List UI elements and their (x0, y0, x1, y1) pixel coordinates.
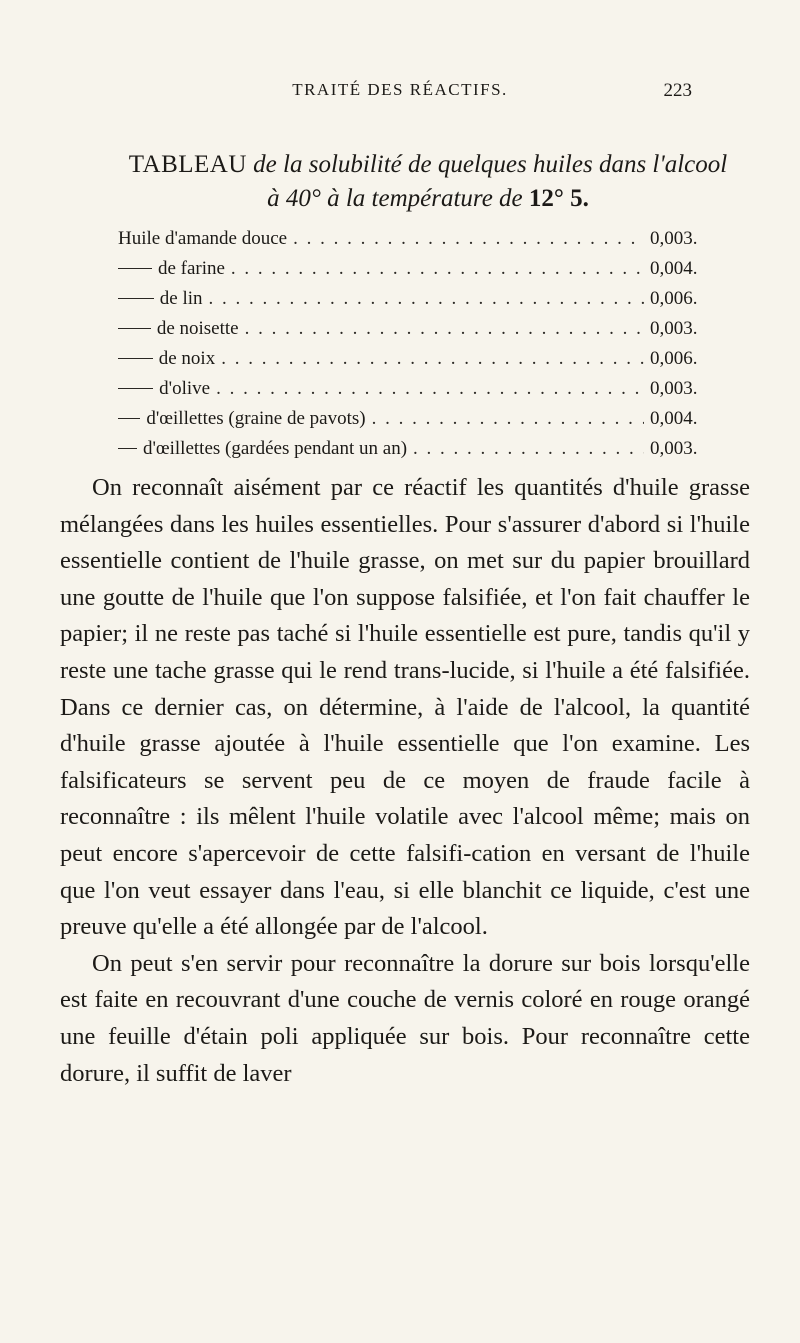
oil-name: d'œillettes (gardées pendant un an) (142, 438, 408, 459)
running-head (60, 80, 740, 104)
table-title (98, 148, 758, 216)
oil-name: d'œillettes (graine de pavots) (146, 408, 366, 429)
dot-leader (413, 438, 644, 460)
table-row (118, 408, 726, 438)
paragraph: On reconnaît aisément par ce réactif les quantités d'huile grasse mélangées dans les huiles essentielles. Pour s'assurer d'abord si l'huile essentielle contient de l'huile grasse, on met sur du papier brouillard une goutte de l'huile que l'on suppose falsifiée, et l'on fait chauffer le papier; il ne reste pas taché si l'huile essentielle est pure, tandis qu'il y reste une tache grasse qui le rend trans-lucide, si l'huile a été falsifiée. Dans ce dernier cas, on détermine, à l'aide de l'alcool, la quantité d'huile grasse ajoutée à l'huile essentielle que l'on examine. Les falsificateurs se servent peu de ce moyen de fraude facile à reconnaître : ils mêlent l'huile volatile avec l'alcool même; mais on peut encore s'apercevoir de cette falsifi-cation en versant de l'huile que l'on veut essayer dans l'eau, si elle blanchit ce liquide, c'est une preuve qu'elle a été allongée par de l'alcool. (60, 474, 750, 941)
solubility-value: 0,003. (650, 438, 698, 459)
ditto-dash (118, 448, 137, 449)
ditto-dash (118, 298, 154, 299)
solubility-value: 0,006. (650, 348, 698, 369)
table-title-caps: TABLEAU (128, 151, 247, 178)
solubility-value: 0,004. (650, 258, 698, 279)
solubility-value: 0,003. (650, 318, 698, 339)
oil-name: de lin (159, 288, 203, 309)
table-title-line2-prefix: à 40° (267, 185, 321, 212)
table-row (118, 438, 726, 468)
ditto-dash (118, 418, 140, 419)
oil-name: de farine (157, 258, 225, 279)
body-text (60, 470, 750, 1092)
table-row (118, 288, 726, 318)
dot-leader (231, 258, 644, 280)
dot-leader (216, 378, 644, 400)
table-row (118, 348, 726, 378)
solubility-table (118, 228, 726, 468)
oil-name: Huile d'amande douce (118, 228, 288, 249)
table-row (118, 258, 726, 288)
ditto-dash (118, 358, 153, 359)
page-number: 223 (663, 80, 692, 101)
ditto-dash (118, 388, 153, 389)
solubility-value: 0,004. (650, 408, 698, 429)
table-row (118, 378, 726, 408)
dot-leader (245, 318, 644, 340)
ditto-dash (118, 328, 151, 329)
solubility-value: 0,006. (650, 288, 698, 309)
oil-name: d'olive (159, 378, 211, 399)
ditto-dash (118, 268, 152, 269)
table-title-line2-middle: à la température de (320, 185, 529, 212)
dot-leader (221, 348, 644, 370)
table-title-rest: de la solubilité de quelques huiles dans l'alcool (246, 151, 728, 178)
table-title-temperature: 12° 5. (528, 185, 589, 212)
dot-leader (209, 288, 644, 310)
running-title: TRAITÉ DES RÉACTIFS. (292, 80, 508, 99)
dot-leader (372, 408, 644, 430)
table-row (118, 318, 726, 348)
paragraph: On peut s'en servir pour reconnaître la dorure sur bois lorsqu'elle est faite en recouvrant d'une couche de vernis coloré en rouge orangé une feuille d'étain poli appliquée sur bois. Pour reconnaître cette dorure, il suffit de laver (60, 949, 750, 1087)
solubility-value: 0,003. (650, 378, 698, 399)
solubility-value: 0,003. (650, 228, 698, 249)
oil-name: de noisette (156, 318, 239, 339)
dot-leader (293, 228, 644, 250)
oil-name: de noix (158, 348, 216, 369)
table-row (118, 228, 726, 258)
